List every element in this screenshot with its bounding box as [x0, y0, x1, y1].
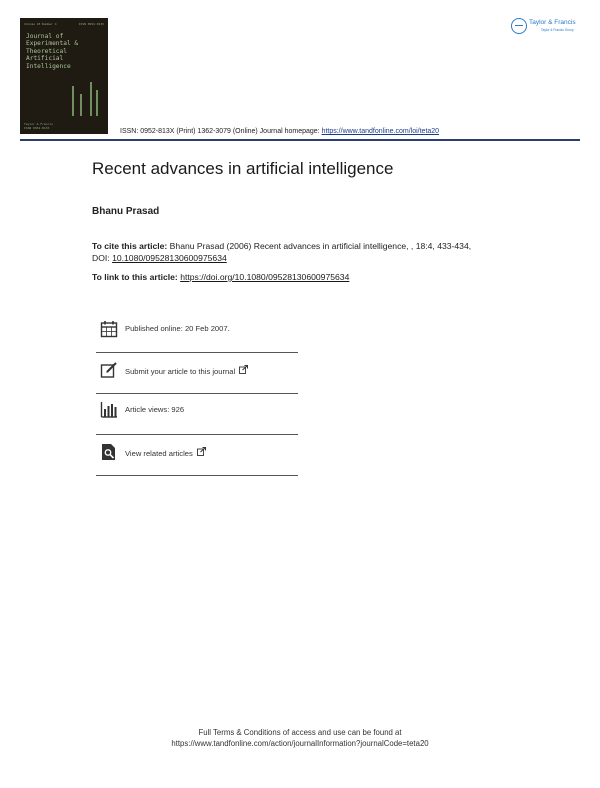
published-online-text: Published online: 20 Feb 2007.	[125, 324, 230, 333]
terms-footer	[0, 727, 600, 749]
publisher-logo[interactable]	[511, 18, 585, 36]
publisher-subtitle: Taylor & Francis Group	[541, 28, 574, 32]
info-divider	[96, 475, 298, 476]
related-articles-text: View related articles	[125, 449, 193, 458]
cover-decoration	[72, 86, 74, 116]
journal-cover	[20, 18, 108, 134]
external-link-icon	[197, 447, 206, 456]
search-document-icon	[100, 443, 118, 461]
calendar-icon	[100, 320, 118, 338]
cover-journal-title: Journal of Experimental & Theoretical Artificial Intelligence	[26, 33, 79, 70]
submit-article-link[interactable]	[125, 365, 248, 376]
related-articles-row[interactable]	[96, 443, 298, 477]
article-views-text: Article views: 926	[125, 405, 185, 414]
cover-top-bar	[24, 22, 104, 27]
cover-decoration	[96, 90, 98, 116]
terms-url-link[interactable]: https://www.tandfonline.com/action/journalInformation?journalCode=teta20	[171, 739, 429, 748]
publisher-name: Taylor & Francis	[529, 19, 576, 26]
header-divider	[20, 139, 580, 141]
terms-text: Full Terms & Conditions of access and use can be found at	[198, 728, 402, 737]
issn-line	[120, 128, 439, 135]
link-label: To link to this article:	[92, 272, 181, 282]
article-link-line	[92, 272, 349, 282]
info-divider	[96, 434, 298, 435]
cite-text: Bhanu Prasad (2006) Recent advances in artificial intelligence, , 18:4, 433-434,	[167, 241, 472, 251]
submit-article-text: Submit your article to this journal	[125, 367, 236, 376]
article-doi-url-link[interactable]: https://doi.org/10.1080/09528130600975634	[180, 272, 350, 282]
edit-icon	[100, 361, 118, 379]
cover-footer-issn: ISSN 0952-813X	[24, 126, 50, 130]
issn-text: ISSN: 0952-813X (Print) 1362-3079 (Online) Journal homepage:	[120, 128, 322, 135]
cover-footer	[24, 122, 53, 130]
journal-homepage-link[interactable]: https://www.tandfonline.com/loi/teta20	[321, 128, 440, 135]
external-link-icon	[239, 365, 248, 374]
cover-issn: ISSN 0952-813X	[78, 22, 104, 26]
bar-chart-icon	[100, 401, 118, 419]
citation-block	[92, 240, 532, 264]
info-divider	[96, 352, 298, 353]
article-views-row	[96, 401, 298, 435]
cover-decoration	[80, 94, 82, 116]
info-divider	[96, 393, 298, 394]
taylor-francis-logo-icon	[511, 18, 527, 34]
cover-decoration	[90, 82, 92, 116]
doi-link[interactable]: 10.1080/09528130600975634	[112, 253, 227, 263]
submit-article-row[interactable]	[96, 361, 298, 395]
cite-label: To cite this article:	[92, 241, 168, 251]
published-online-row	[96, 320, 298, 354]
cover-footer-publisher: Taylor & Francis	[24, 122, 53, 126]
article-title: Recent advances in artificial intelligence	[92, 159, 394, 178]
related-articles-link[interactable]	[125, 447, 206, 458]
cover-volume: Volume 18 Number 4	[24, 22, 57, 26]
article-author: Bhanu Prasad	[92, 206, 160, 217]
doi-label: DOI:	[92, 253, 113, 263]
